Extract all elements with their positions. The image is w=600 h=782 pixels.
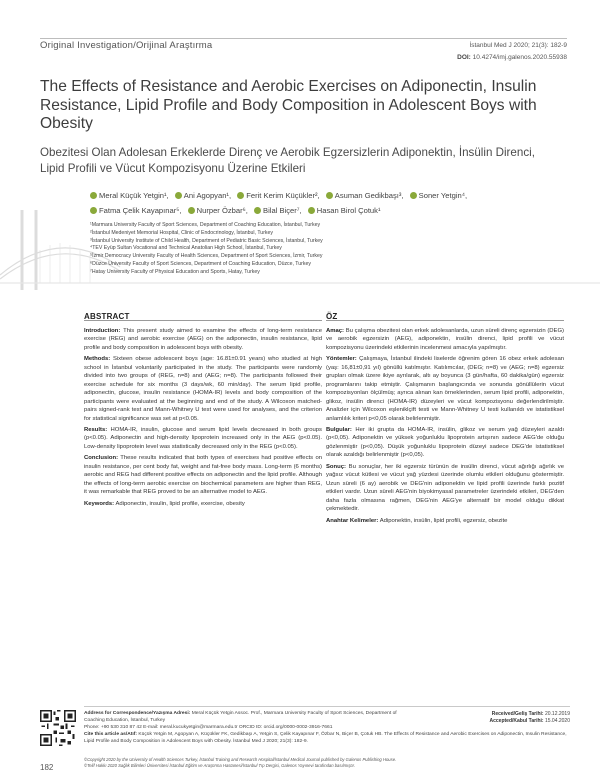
oz-column [326,306,564,528]
article-subtitle: Obezitesi Olan Adolesan Erkeklerde Direnç ve Aerobik Egzersizlerin Adiponektin, İnsülin Direnci, Lipid Profili ve Vücut Kompozisyonu Üzerine Etkileri [40,146,535,175]
article-title: The Effects of Resistance and Aerobic Exercises on Adiponectin, Insulin Resistance, Lipid Profile and Body Composition in Adolescent Boys with Obesity [40,78,537,132]
affiliation: ³İstanbul University Institute of Child Health, Department of Pediatric Basic Sciences, İstanbul, Turkey [90,237,323,244]
section-label: Introduction: [84,328,121,334]
abstract-column [84,306,322,511]
oz-anahtar-kelimeler [326,517,564,525]
corr-contact[interactable]: Phone: +90 530 310 87 42 E-mail: meral.kucukyetgin@marmara.edu.tr ORCID ID: orcid.org/0000-0002-3916-7661 [84,724,333,730]
section-label: Results: [84,426,108,433]
orcid-icon[interactable] [237,192,244,199]
section-label: Conclusion: [84,455,119,462]
doi-value[interactable]: 10.4274/imj.galenos.2020.55938 [472,54,567,61]
orcid-icon[interactable] [254,207,261,214]
section-label: Anahtar Kelimeler: [326,517,379,524]
section-label: Keywords: [84,500,115,507]
section-text: Bu sonuçlar, her iki egzersiz türünün de insülin direnci, vücut ağırlığı ağırlık ve yağsız vücut kütlesi ve vücut yağ yüzdesi üzerinde olumlu etkileri olduğunu göstermiştir. Uzun süreli (6 ay) aerobik ve DEG'nin adiponektin ve lipid profili üzerinde farklı pozitif etkileri vardır. Uzun süreli AEG'nin biyokimyasal parametreler üzerindeki etkileri, DEG'den daha fazla olmasına rağmen, DEG'nin AEG'ye alternatif bir model olduğu dikkat çekmektedir. [326,463,564,513]
corr-text: Meral Küçük Yetgin Assoc. Prof., Marmara University Faculty of Sport Sciences, Department of Coaching Education, İstanbul, Turkey [84,711,397,723]
orcid-icon[interactable] [308,207,315,214]
author-entry [410,191,467,200]
author-name: Soner Yetgin⁴, [418,191,468,200]
abstract-heading-bar [84,306,322,321]
section-label: Methods: [84,356,111,363]
copyright-en: ©Copyright 2020 by the University of Health Sciences Turkey, İstanbul Training and Research Hospital/İstanbul Medical Journal published by Galenos Publishing House. [84,757,397,762]
correspondence [84,711,404,731]
section-text: Çalışmaya, İstanbul ilindeki liselerde öğrenim gören 16 obez erkek adolesan (yaş: 16,81±0,91 yıl) gönüllü katılmıştır. Katılımcılar, (DEG; n=8) ve (AEG; n=8) egzersiz grupları olmak üzere ikiye ayrılarak, altı ay boyunca (3 gün/hafta, 60 dakika/gün) egzersiz programlarını takip etmiştir. Çalışmanın başlangıcında ve sonunda gönüllülerin vücut kompozisyonları ölçülmüş; ayrıca alınan kan örneklerinden, serum lipid profili, adiponektin, glikoz, insülin direnci (HOMA-IR) düzeyleri ve vücut kompozisyonu değerlendirilmiştir. Analizler için Wilcoxon eşleniklçift testi ve Mann-Whitney U testi kullanıldı ve istatistiksel anlamlılık kriteri p<0,05 olarak belirlenmiştir. [326,356,564,422]
author-name: Bilal Biçer⁷, [263,206,302,215]
section-text: Her iki grupta da HOMA-IR, insülin, glikoz ve serum yağ düzeyleri azaldı (p<0,05). Adiponektin ve yüksek yoğunluklu lipoprotein artışının sadece AEG'de olduğu gözlenmiştir (p<0,05). Düşük yoğunluklu lipoprotein düzeyi sadece DEG'de istatistiksel olarak azaldığı belirlenmiştir (p<0,05). [326,426,565,459]
author-entry [90,191,169,200]
affiliation-list [90,222,560,277]
orcid-icon[interactable] [326,192,333,199]
accepted-value: 15.04.2020 [544,718,570,724]
author-list [90,188,560,218]
author-entry [308,206,381,215]
author-name: Ferit Kerim Küçükler², [246,191,320,200]
affiliation: ⁷Hatay University Faculty of Physical Education and Sports, Hatay, Turkey [90,268,260,275]
oz-bulgular [326,426,564,460]
oz-heading-bar [326,306,564,321]
abstract-introduction [84,327,322,352]
corr-label: Address for Correspondence/Yazışma Adresi: [84,711,191,716]
affiliation: ⁵İzmir Democracy University Faculty of Health Sciences, Department of Sport Sciences, İzmir, Turkey [90,253,323,260]
oz-sonuc [326,463,564,514]
article-dates [410,711,570,725]
section-text: Adiponektin, insülin, lipid profili, egzersiz, obezite [379,517,508,524]
author-entry [175,191,231,200]
section-label: Sonuç: [326,463,346,470]
abstract-heading: ABSTRACT [84,312,130,321]
section-text: HOMA-IR, insulin, glucose and serum lipid levels decreased in both groups (p<0.05). Adiponectin and high-density lipoprotein increased only in the AEG (p<0.05). Low-density lipoprotein level was statistically decreased only in the REG (p<0.05). [84,426,322,450]
doi [457,54,567,61]
abstract-methods [84,355,322,423]
orcid-icon[interactable] [175,192,182,199]
affiliation: ²İstanbul Medeniyet Memorial Hospital, Clinic of Endocrinology, İstanbul, Turkey [90,229,273,236]
oz-heading: ÖZ [326,312,338,321]
author-name: Asuman Gedikbaşı³, [334,191,404,200]
cite-label: Cite this article as/Atıf: [84,732,137,737]
oz-amac [326,327,564,352]
author-entry [237,191,319,200]
author-entry [254,206,302,215]
oz-yontemler [326,355,564,423]
orcid-icon[interactable] [188,207,195,214]
section-text: This present study aimed to examine the effects of long-term resistance exercise (REG) and aerobic exercise (AEG) on the adiponectin, insulin resistance, lipid profile and body composition in adolescent boys with obesity. [84,328,323,351]
abstract-results [84,426,322,451]
affiliation: ⁴TEV Eyüp Sultan Vocational and Technical Anatolian High School, İstanbul, Turkey [90,245,282,252]
copyright-notice [84,757,570,769]
abstract-conclusion [84,454,322,496]
journal-citation: İstanbul Med J 2020; 21(3): 182-9 [469,42,567,49]
abstract-keywords [84,500,322,508]
section-text: Adiponectin, insulin, lipid profile, exercise, obesity [115,500,245,507]
author-name: Meral Küçük Yetgin¹, [99,191,169,200]
accepted-date [410,718,570,725]
footer-rule [84,706,570,707]
section-label: Bulgular: [326,426,352,433]
qr-code-icon[interactable] [40,710,76,746]
author-name: Fatma Çelik Kayapınar⁵, [99,206,182,215]
header-rule [40,38,567,39]
accepted-label: Accepted/Kabul Tarihi: [489,718,544,724]
copyright-tr: ©Telif Hakkı 2020 Sağlık Bilimleri Üniversitesi İstanbul Eğitim ve Araştırma Hastanesi/İstanbul Tıp Dergisi, Galenos Yayınevi tarafından basılmıştır. [84,762,356,768]
article-type: Original Investigation/Orijinal Araştırma [40,40,213,51]
received-label: Received/Geliş Tarihi: [491,711,544,717]
author-entry [188,206,248,215]
doi-label: DOI: [457,54,471,61]
affiliation: ⁶Düzce University Faculty of Sport Sciences, Department of Coaching Education, Düzce, Turkey [90,260,311,267]
section-label: Yöntemler: [326,356,357,363]
received-value: 20.12.2019 [544,711,570,717]
cite-text: Küçük Yetgin M, Agopyan A, Küçükler FK, Gedikbaşı A, Yetgin S, Çelik Kayapınar F, Özbar N, Biçer B, Çotuk HB. The Effects of Resistance and Aerobic Exercises on Adiponectin, Insulin Resistance, Lipid Profile and Body Composition in Adolescent Boys with Obesity. İstanbul Med J 2020; 21(3): 182-9. [84,732,567,744]
cite-this-article [84,732,570,746]
orcid-icon[interactable] [410,192,417,199]
author-name: Ani Agopyan¹, [183,191,232,200]
section-label: Amaç: [326,328,345,334]
section-text: These results indicated that both types of exercises had positive effects on insulin resistance, per cent body fat, weight and fat-free body mass. Long-term (6 months) aerobic and REG had different positive effects on adiponectin and the lipid profile. Although the effects of long-term aerobic exercise on biochemical parameters are higher than REG, it was remarkable that REG proved to be an alternative model to AEG. [84,455,322,496]
section-text: Bu çalışma obezitesi olan erkek adolesanlarda, uzun süreli direnç egzersizin (DEG) ve aerobik egzersizin (AEG), adiponektin, insülin direnci, lipid profili ve vücut kompozisyonu üzerindeki etkilerinin incelenmesi amacıyla yapılmıştır. [326,328,565,351]
author-name: Nurper Özbar⁶, [196,206,248,215]
author-name: Hasan Birol Çotuk¹ [316,206,381,215]
received-date [410,711,570,718]
orcid-icon[interactable] [90,207,97,214]
author-entry [90,206,182,215]
section-text: Sixteen obese adolescent boys (age: 16.81±0.91 years) who studied at high school in İstanbul voluntarily participated in the study. The participants were randomly divided into two groups of (REG, n=8) and (AEG; n=8). The participants followed their exercise schedule for six months (3 days/wk, 60 min/day). The serum lipid profile, adiponectin, glucose, insulin resistance (HOMA-IR) levels and body composition of the participants were evaluated at the beginning and end of the study. A Wilcoxon matched-pairs signed-rank test and Mann-Whitney U test were used for analyses, and the criterion for statistical significance was set at p<0.05. [84,356,322,422]
orcid-icon[interactable] [90,192,97,199]
affiliation: ¹Marmara University Faculty of Sport Sciences, Department of Coaching Education, İstanbul, Turkey [90,222,321,228]
page-number: 182 [40,763,54,772]
author-entry [326,191,404,200]
